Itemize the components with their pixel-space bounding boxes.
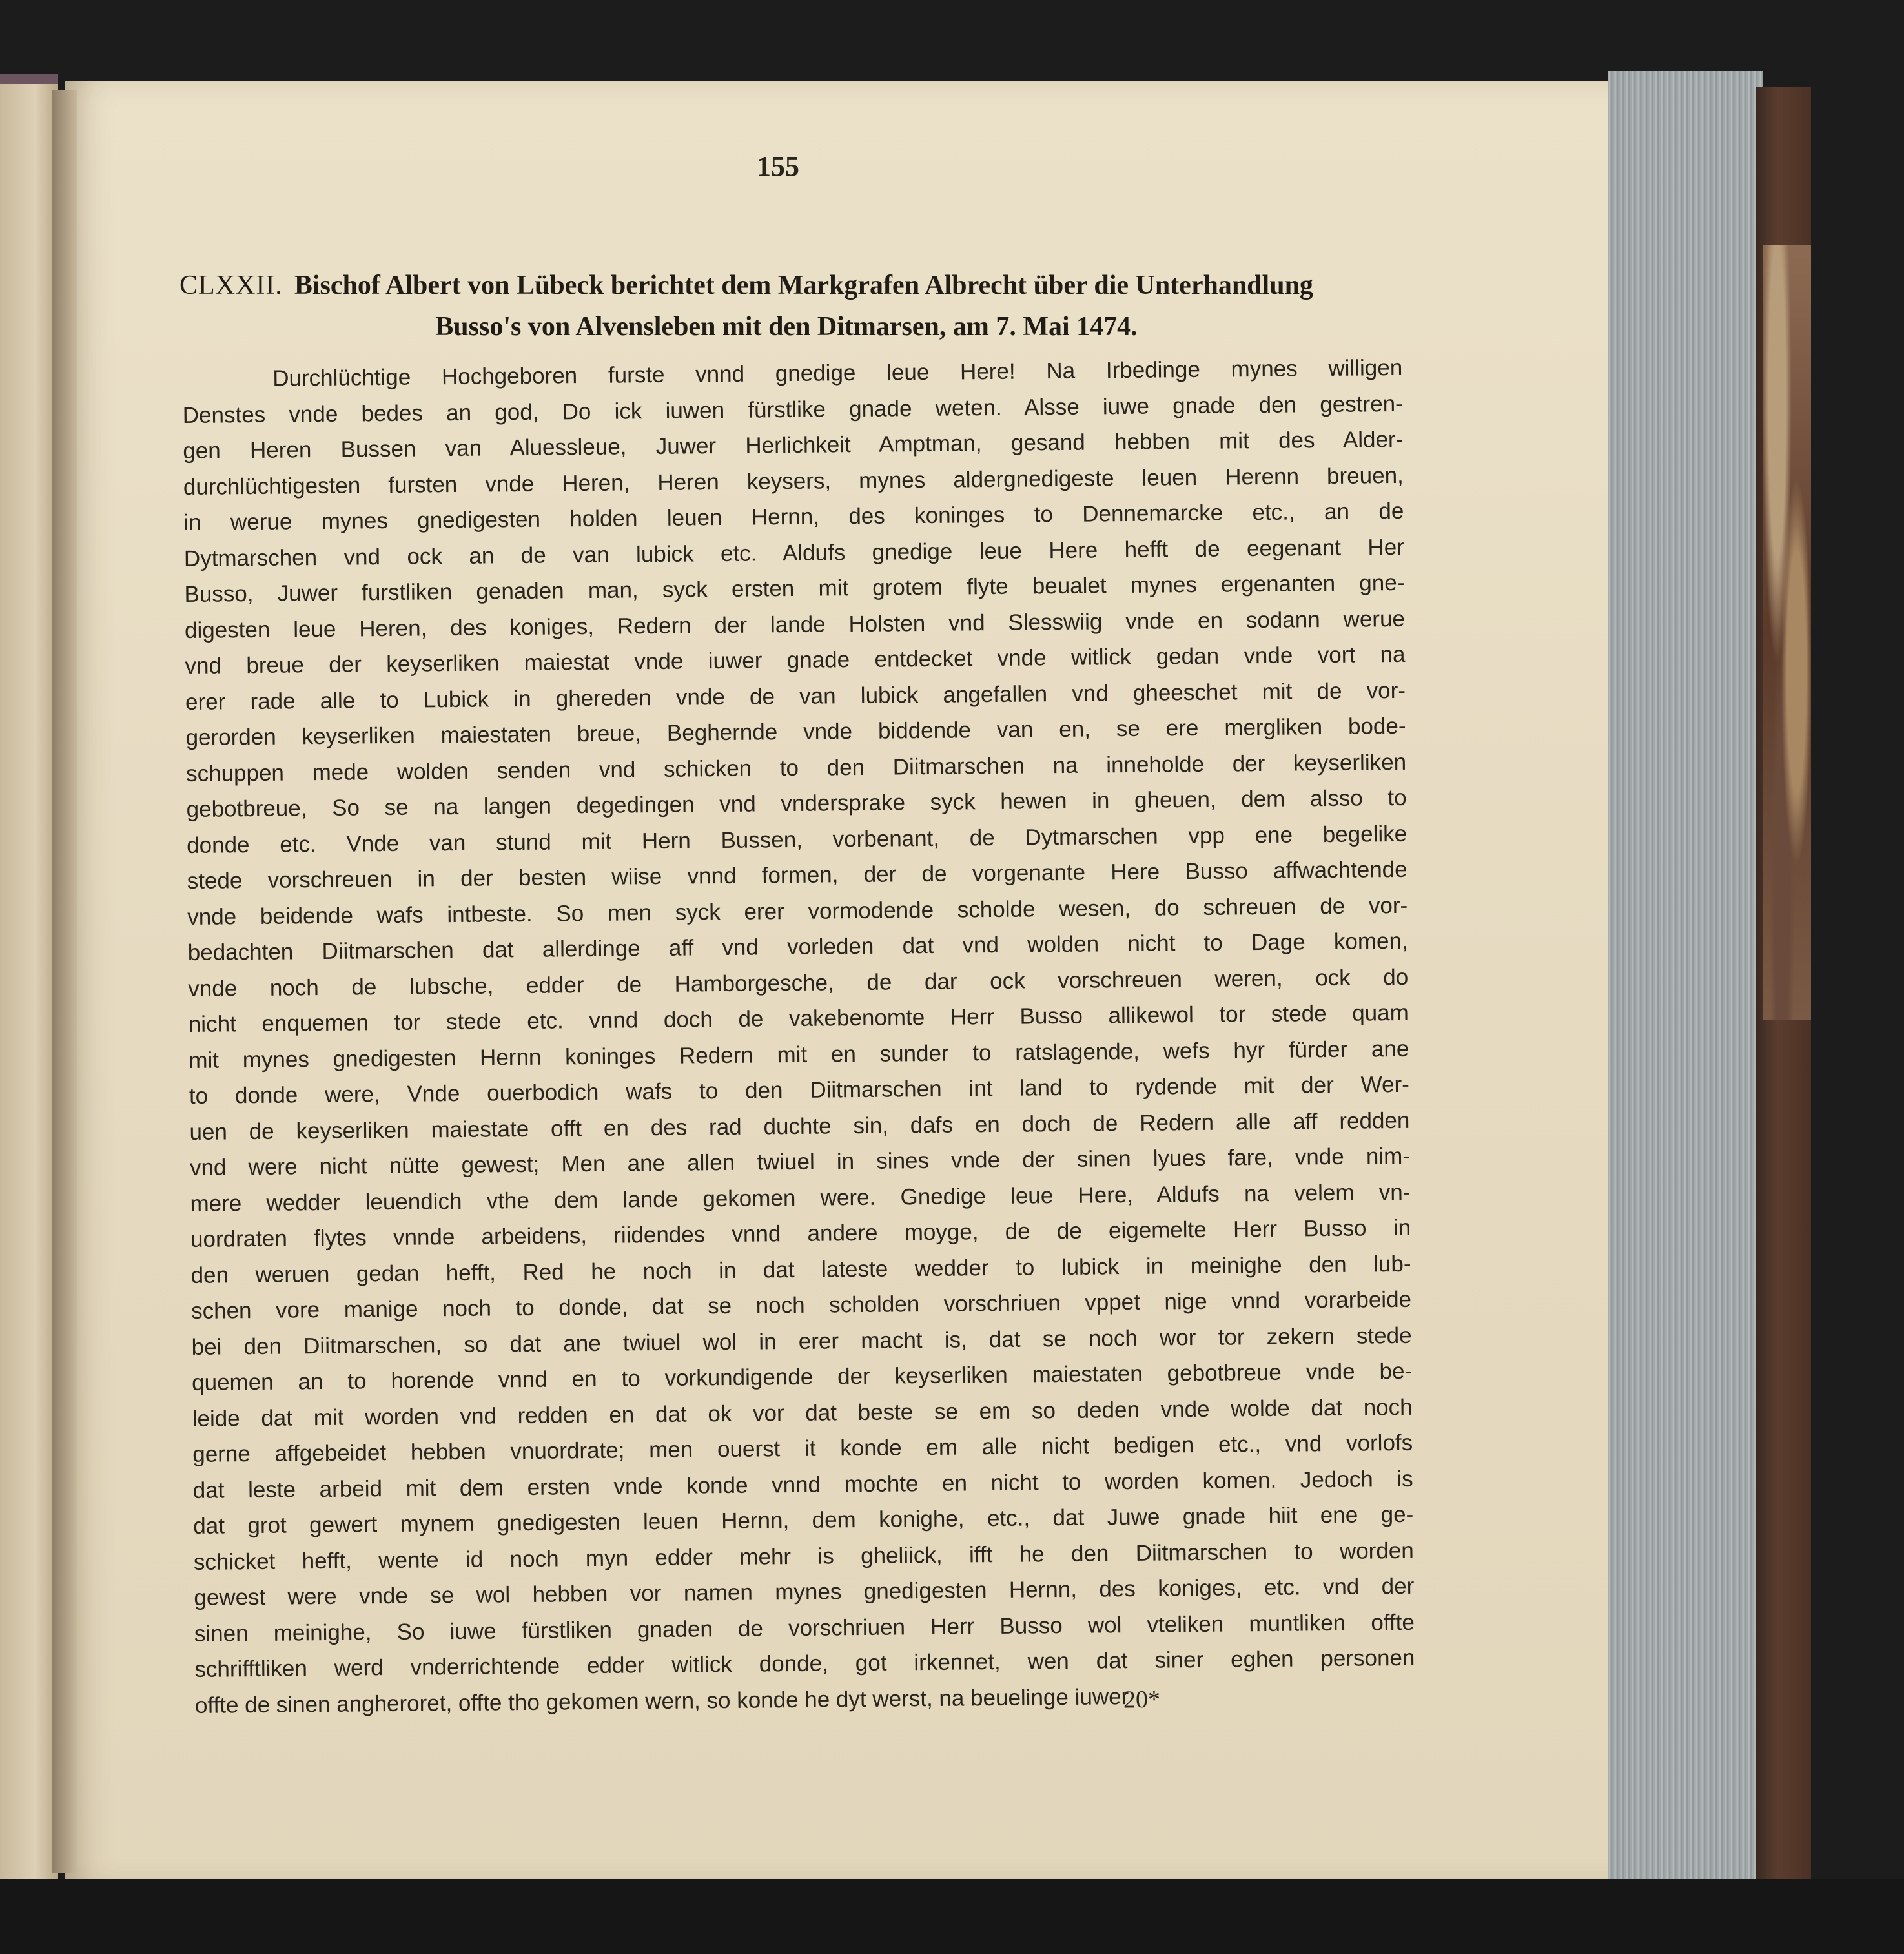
letter-body: [182, 350, 1415, 1723]
body-line: Denstes vnde bedes an god, Do ick iuwen fürstlike gnade weten. Alsse iuwe gnade den gestren-: [182, 391, 1403, 428]
body-line: gerorden keyserliken maiestaten breue, Beghernde vnde biddende van en, se ere mergliken bode-: [185, 713, 1406, 750]
page-edges: [1608, 71, 1763, 1886]
document-heading: [179, 265, 1393, 347]
body-line: bedachten Diitmarschen dat allerdinge aff vnd vorleden dat vnd wolden nicht to Dage komen,: [187, 928, 1408, 965]
book-gutter: [52, 90, 77, 1873]
body-line: schrifftliken werd vnderrichtende edder witlick donde, got irkennet, wen dat siner eghen personen: [194, 1645, 1415, 1682]
body-line: den weruen gedan hefft, Red he noch in dat lateste wedder to lubick in meinighe den lub-: [190, 1251, 1411, 1288]
heading-line-2: Busso's von Alvensleben mit den Ditmarsen, am 7. Mai 1474.: [435, 312, 1138, 342]
body-line: vnd were nicht nütte gewest; Men ane allen twiuel in sines vnde der sinen lyues fare, vnde nim-: [189, 1143, 1411, 1180]
body-line: Dytmarschen vnd ock an de van lubick etc. Aldufs gnedige leue Here hefft de eegenant Her: [183, 534, 1405, 571]
body-line: dat leste arbeid mit dem ersten vnde konde vnnd mochte en nicht to worden komen. Jedoch is: [192, 1466, 1413, 1503]
body-line: uordraten flytes vnnde arbeidens, riidendes vnnd andere moyge, de de eigemelte Herr Busso in: [190, 1215, 1411, 1252]
signature-mark: 20*: [1123, 1685, 1161, 1714]
document-number: CLXXII.: [179, 271, 283, 300]
body-line: to donde were, Vnde ouerbodich wafs to den Diitmarschen int land to rydende mit der Wer-: [189, 1071, 1410, 1109]
body-line: mit mynes gnedigesten Hernn koninges Redern mit en sunder to ratslagende, wefs hyr fürder ane: [189, 1036, 1409, 1073]
heading-title: Bischof Albert von Lübeck berichtet dem Markgrafen Albrecht über die Unterhandlung: [294, 271, 1313, 300]
marbled-endpaper: [1763, 245, 1811, 1020]
body-line: vnde beidende wafs intbeste. So men syck erer vormodende scholde wesen, do schreuen de vor-: [187, 892, 1408, 930]
body-line: gebotbreue, So se na langen degedingen vnd vndersprake syck hewen in gheuen, dem alsso to: [186, 785, 1407, 822]
body-line: uen de keyserliken maiestate offt en des rad duchte sin, dafs en doch de Redern alle aff redden: [189, 1107, 1410, 1145]
body-line: durchlüchtigesten fursten vnde Heren, Heren keysers, mynes aldergnedigeste leuen Herenn breuen,: [183, 462, 1404, 500]
body-line: gen Heren Bussen van Aluessleue, Juwer Herlichkeit Amptman, gesand hebben mit des Alder-: [183, 426, 1404, 464]
body-line: offte de sinen angheroret, offte tho gekomen wern, so konde he dyt werst, na beuelinge iuwer: [194, 1683, 1129, 1718]
body-line: donde etc. Vnde van stund mit Hern Bussen, vorbenant, de Dytmarschen vpp ene begelike: [187, 821, 1408, 858]
body-line: mere wedder leuendich vthe dem lande gekomen were. Gnedige leue Here, Aldufs na velem vn-: [190, 1179, 1411, 1217]
body-line: schicket hefft, wente id noch myn edder mehr is gheliick, ifft he den Diitmarschen to worden: [193, 1537, 1414, 1575]
body-line: vnde noch de lubsche, edder de Hamborgesche, de dar ock vorschreuen weren, ock do: [188, 964, 1409, 1002]
body-line: schuppen mede wolden senden vnd schicken to den Diitmarschen na inneholde der keyserliken: [185, 749, 1407, 787]
background-bottom: [0, 1879, 1904, 1954]
left-page-sliver: [0, 84, 58, 1886]
body-line: leide dat mit worden vnd redden en dat ok vor dat beste se em so deden vnde wolde dat noch: [192, 1394, 1413, 1432]
body-line: in werue mynes gnedigesten holden leuen Hernn, des koninges to Dennemarcke etc., an de: [183, 498, 1404, 535]
body-line: dat grot gewert mynem gnedigesten leuen Hernn, dem konighe, etc., dat Juwe gnade hiit ene ge-: [193, 1501, 1414, 1539]
body-line: Busso, Juwer furstliken genaden man, syck ersten mit grotem flyte beualet mynes ergenanten gne-: [184, 570, 1405, 607]
body-line: erer rade alle to Lubick in ghereden vnde de van lubick angefallen vnd gheeschet mit de vor-: [185, 677, 1406, 715]
body-line: gerne affgebeidet hebben vnuordrate; men ouerst it konde em alle nicht bedigen etc., vnd vorlofs: [192, 1430, 1413, 1467]
body-line: nicht enquemen tor stede etc. vnnd doch de vakebenomte Herr Busso allikewol tor stede quam: [188, 1000, 1409, 1037]
body-line: vnd breue der keyserliken maiestat vnde iuwer gnade entdecket vnde witlick gedan vnde vort na: [185, 641, 1406, 679]
page-number: 155: [757, 150, 799, 182]
body-line: sinen meinighe, So iuwe fürstliken gnaden de vorschriuen Herr Busso wol vteliken muntliken offte: [194, 1609, 1415, 1647]
body-line: bei den Diitmarschen, so dat ane twiuel wol in erer macht is, dat se noch wor tor zekern stede: [191, 1322, 1412, 1360]
body-line: quemen an to horende vnnd en to vorkundigende der keyserliken maiestaten gebotbreue vnde be-: [191, 1358, 1413, 1395]
body-line: Durchlüchtige Hochgeboren furste vnnd gnedige leue Here! Na Irbedinge mynes willigen: [272, 355, 1403, 391]
heading-line-1: [179, 265, 1393, 306]
body-line: schen vore manige noch to donde, dat se noch scholden vorschriuen vppet nige vnnd vorarbeide: [190, 1286, 1412, 1324]
body-line: stede vorschreuen in der besten wiise vnnd formen, der de vorgenante Here Busso affwachtende: [187, 856, 1408, 894]
body-line: gewest were vnde se wol hebben vor namen mynes gnedigesten Hernn, des koniges, etc. vnd der: [194, 1573, 1415, 1610]
body-line: digesten leue Heren, des koniges, Redern der lande Holsten vnd Slesswiig vnde en sodann werue: [184, 606, 1406, 643]
